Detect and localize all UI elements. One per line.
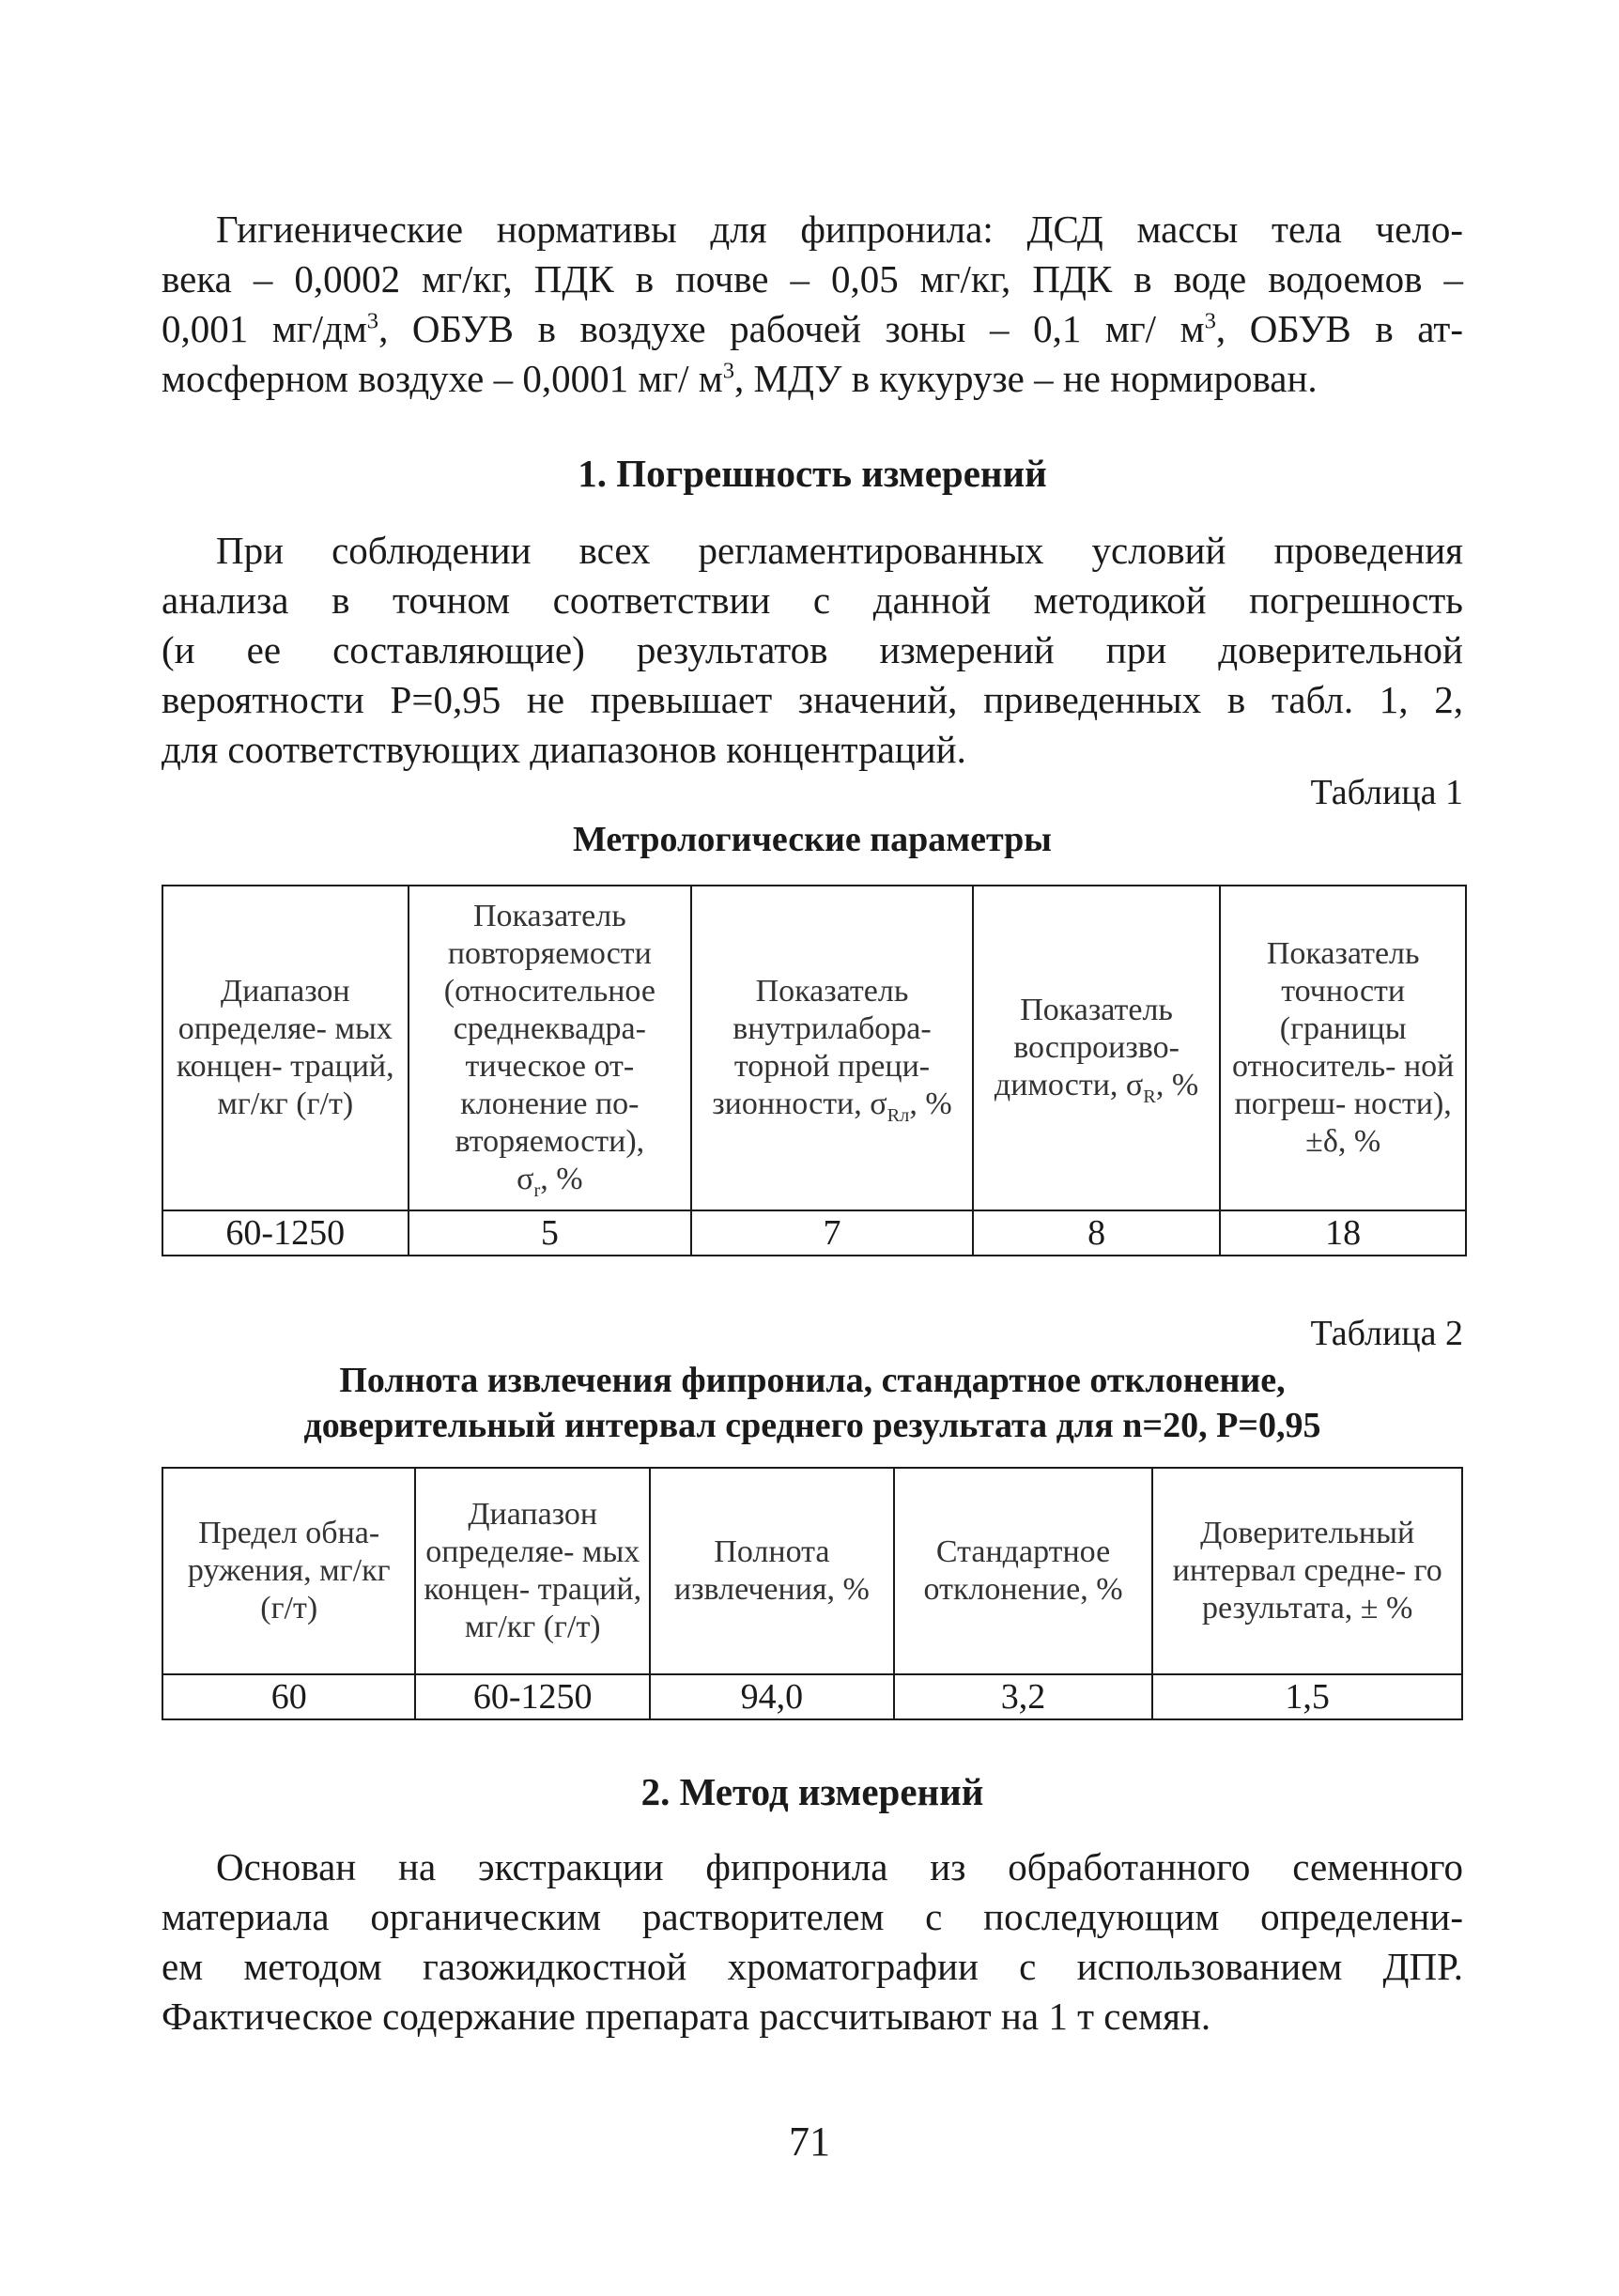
table-1 — [162, 885, 1467, 1256]
section-1-line: При соблюдении всех регламентированных условий проведения — [216, 529, 1463, 572]
table-1-label: Таблица 1 — [1310, 773, 1463, 812]
table-2-cell: 1,5 — [1152, 1674, 1462, 1719]
table-1-cell: 8 — [973, 1210, 1221, 1256]
intro-line: мосферном воздухе – 0,0001 мг/ $м^3$, МДУ в кукурузе – не нормирован. — [162, 357, 1318, 400]
intro-line: века – 0,0002 мг/кг, ПДК в почве – 0,05 мг/кг, ПДК в воде водоемов – — [162, 257, 1463, 300]
table-2-header-cell: Диапазон определяе- мых концен- траций, мг/кг (г/т) — [415, 1468, 650, 1674]
table-2 — [162, 1467, 1463, 1720]
table-2-cell: 3,2 — [894, 1674, 1153, 1719]
table-1-header-cell: Диапазон определяе- мых концен- траций, мг/кг (г/т) — [162, 886, 409, 1210]
section-1-line: вероятности Р=0,95 не превышает значений, приведенных в табл. 1, 2, — [162, 678, 1463, 721]
table-1-header-cell: Показатель точности (границы относитель- ной погреш- ности), ±δ, % — [1220, 886, 1466, 1210]
table-1-header-row — [162, 886, 1466, 1210]
table-row — [162, 1674, 1462, 1719]
table-2-cell: 60 — [162, 1674, 415, 1719]
intro-paragraph — [162, 205, 1463, 404]
table-2-title-line: доверительный интервал среднего результата для n=20, Р=0,95 — [303, 1406, 1321, 1445]
table-1-header-cell: Показатель воспроизво- димости, $\sigma_R$, % — [973, 886, 1221, 1210]
table-2-header-cell: Предел обна- ружения, мг/кг (г/т) — [162, 1468, 415, 1674]
table-1-header-cell: Показатель повторяемости (относительное среднеквадра- тическое от- клонение по- вторяемости), $\sigma_r$, % — [409, 886, 692, 1210]
section-1-line: для соответствующих диапазонов концентраций. — [162, 728, 966, 771]
section-2-heading: 2. Метод измерений — [640, 1770, 984, 1813]
table-2-title-line: Полнота извлечения фипронила, стандартное отклонение, — [339, 1361, 1286, 1400]
table-2-header-row — [162, 1468, 1462, 1674]
section-1-line: анализа в точном соответствии с данной методикой погрешность — [162, 578, 1463, 622]
section-1-paragraph — [162, 526, 1463, 775]
table-1-title: Метрологические параметры — [573, 820, 1052, 859]
page-number: 71 — [789, 2119, 830, 2165]
intro-line: 0,001 $мг/дм^3$, ОБУВ в воздухе рабочей зоны – 0,1 мг/ $м^3$, ОБУВ в ат- — [162, 307, 1463, 350]
section-2-line: ем методом газожидкостной хроматографии с использованием ДПР. — [162, 1945, 1463, 1988]
table-2-cell: 60-1250 — [415, 1674, 650, 1719]
table-row — [162, 1210, 1466, 1256]
section-2-line: Фактическое содержание препарата рассчитывают на 1 т семян. — [162, 1995, 1211, 2038]
table-2-cell: 94,0 — [650, 1674, 894, 1719]
section-2-line: Основан на экстракции фипронила из обработанного семенного — [216, 1845, 1463, 1888]
table-2-title — [162, 1358, 1463, 1448]
table-2-header-cell: Доверительный интервал средне- го результата, ± % — [1152, 1468, 1462, 1674]
table-1-cell: 5 — [409, 1210, 692, 1256]
table-1-header-cell: Показатель внутрилабора- торной преци- зионности, $\sigma_{Rл}$, % — [691, 886, 973, 1210]
table-1-cell: 60-1250 — [162, 1210, 409, 1256]
section-2-paragraph — [162, 1842, 1463, 2042]
section-1-heading: 1. Погрешность измерений — [578, 452, 1047, 495]
table-2-header-cell: Полнота извлечения, % — [650, 1468, 894, 1674]
table-1-cell: 18 — [1220, 1210, 1466, 1256]
section-2-line: материала органическим растворителем с последующим определени- — [162, 1895, 1463, 1938]
table-2-label: Таблица 2 — [1310, 1314, 1463, 1353]
table-2-header-cell: Стандартное отклонение, % — [894, 1468, 1153, 1674]
table-1-cell: 7 — [691, 1210, 973, 1256]
intro-line: Гигиенические нормативы для фипронила: ДСД массы тела чело- — [216, 208, 1463, 251]
section-1-line: (и ее составляющие) результатов измерений при доверительной — [162, 628, 1463, 671]
